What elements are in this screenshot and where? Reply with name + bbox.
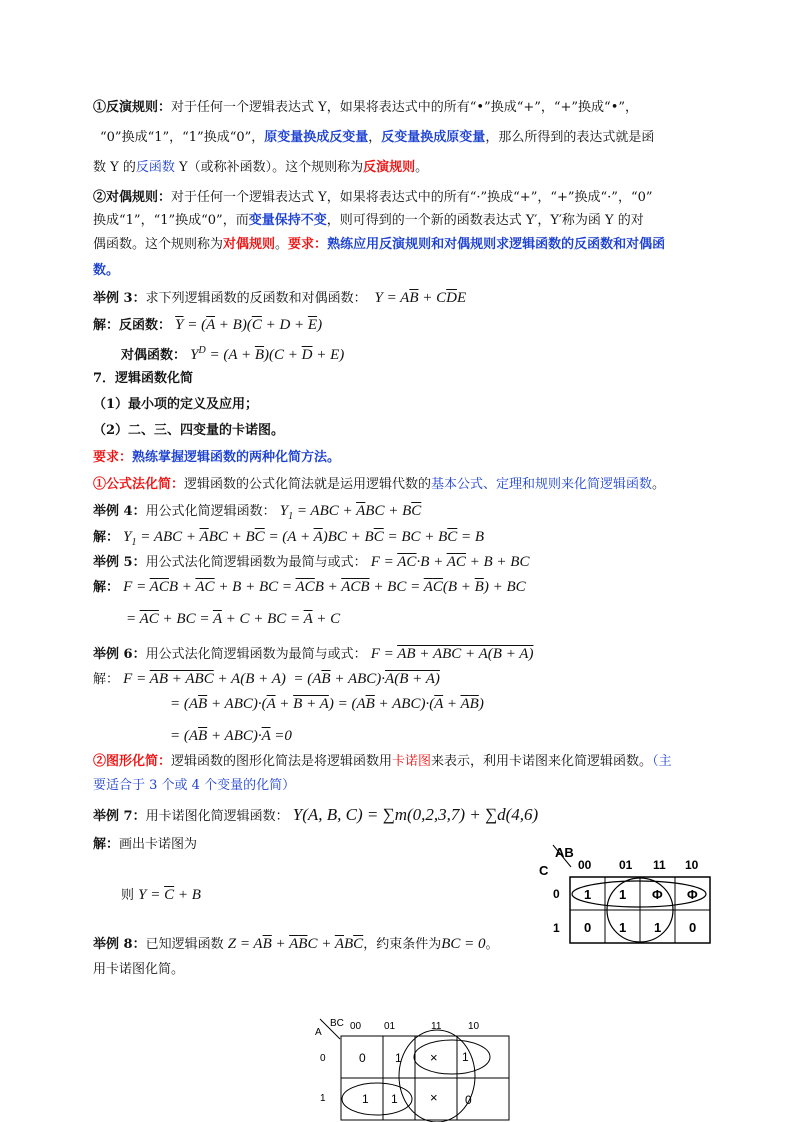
method-2-paren: （主 bbox=[652, 754, 672, 769]
ex8-line bbox=[93, 935, 499, 954]
kmap-2-col-3: 10 bbox=[468, 1021, 480, 1032]
kmap-1-col-0: 00 bbox=[578, 858, 592, 872]
ex5-text: 用公式法化简逻辑函数为最简与或式： bbox=[145, 555, 367, 570]
p2-line-2 bbox=[93, 212, 644, 230]
p1-text-3: ，那么所得到的表达式就是函 bbox=[485, 130, 655, 145]
p1-line-3 bbox=[93, 159, 428, 177]
method-1-line bbox=[93, 476, 665, 494]
kmap-1 bbox=[535, 843, 715, 948]
ex4-formula: $Y_1$ = ABC + $\overline{A}BC + B\overline{C}$ bbox=[279, 503, 422, 522]
section-7-title: 7．逻辑函数化简 bbox=[93, 371, 194, 386]
ex6-line bbox=[93, 645, 533, 664]
p1-label: ①反演规则： bbox=[93, 100, 172, 115]
ex6-solution-label: 解： bbox=[93, 672, 120, 687]
p2-requirement-tail: 数。 bbox=[93, 263, 120, 278]
ex4-solution-formula: $Y_1$ = ABC + $\overline{A}BC + B\overline{C} = (A + \overline{A})BC + B\overline{C}$ = BC + $B\overline{C} = B$ bbox=[123, 529, 485, 548]
method-2-label: ②图形化简： bbox=[93, 754, 172, 769]
kmap-2-row-var: A bbox=[315, 1027, 322, 1038]
p1-line-1 bbox=[93, 99, 638, 117]
p2-line-4 bbox=[93, 262, 119, 280]
ex5-formula: F = AC·B + AC + B + BC bbox=[370, 554, 530, 570]
kmap-2 bbox=[312, 1015, 512, 1122]
p1-highlight-4: 反演规则 bbox=[363, 160, 416, 175]
kmap-1-loop-row bbox=[572, 881, 706, 907]
p2-label: ②对偶规则： bbox=[93, 190, 172, 205]
ex6-solution-3 bbox=[170, 727, 292, 746]
ex5-solution bbox=[93, 578, 526, 597]
ex4-solution bbox=[93, 528, 484, 552]
ex7-line bbox=[93, 806, 538, 826]
kmap-2-cell-1-0: 1 bbox=[362, 1092, 369, 1106]
ex5-line bbox=[93, 553, 529, 572]
p1-text-5: Y（或称补函数）。这个规则称为 bbox=[174, 160, 364, 175]
kmap-2-col-0: 00 bbox=[350, 1021, 362, 1032]
method-2-line-1 bbox=[93, 753, 672, 771]
kmap-1-col-3: 10 bbox=[685, 858, 699, 872]
ex3-dual-formula: $Y^D = (A + \overline{B})(C + \overline{D} + E)$ bbox=[190, 345, 345, 363]
ex6-text: 用公式法化简逻辑函数为最简与或式： bbox=[145, 647, 367, 662]
ex7-label: 举例 7： bbox=[93, 809, 146, 824]
ex4-solution-label: 解： bbox=[93, 530, 120, 545]
kmap-2-cell-0-0: 0 bbox=[359, 1051, 366, 1065]
method-1-label: ①公式法化简： bbox=[93, 477, 185, 492]
kmap-2-loop-middle bbox=[399, 1030, 475, 1122]
ex8-text-b: ，约束条件为 bbox=[363, 937, 442, 952]
method-1-highlight: 基本公式、定理和规则来化简逻辑函数 bbox=[431, 477, 653, 492]
ex6-label: 举例 6： bbox=[93, 647, 146, 662]
ex7-solution-text: 画出卡诺图为 bbox=[119, 837, 198, 852]
ex7-formula: Y(A, B, C) = ∑m(0,2,3,7) + ∑d(4,6) bbox=[292, 805, 539, 824]
p2-text-1: 对于任何一个逻辑表达式 Y，如果将表达式中的所有“·”换成“+”，“+”换成“·”，“0” bbox=[171, 190, 653, 205]
kmap-2-col-var: BC bbox=[330, 1018, 344, 1029]
ex3-inverse-formula: $\overline{Y} = (\overline{A} + B)(\overline{C} + D + \overline{E})$ bbox=[175, 317, 323, 333]
kmap-1-row-var: C bbox=[539, 863, 549, 878]
p1-highlight-2: 反变量换成原变量 bbox=[381, 130, 486, 145]
kmap-2-row-0: 0 bbox=[320, 1053, 326, 1064]
p2-text-3: ，则可得到的一个新的函数表达式 Y′，Y′称为函 Y 的对 bbox=[326, 213, 644, 228]
kmap-1-cell-0-3: Φ bbox=[687, 887, 698, 902]
method-1-text: 逻辑函数的公式化简法就是运用逻辑代数的 bbox=[184, 477, 432, 492]
kmap-2-cell-0-2: × bbox=[430, 1050, 438, 1065]
kmap-1-cell-1-1: 1 bbox=[619, 920, 627, 935]
ex6-solution-formula-3: = $(A\overline{B} + ABC)\cdot\overline{A} =0$ bbox=[170, 728, 292, 744]
p2-line-3 bbox=[93, 236, 665, 254]
ex8-constraint: BC = 0 bbox=[441, 936, 486, 952]
ex8-label: 举例 8： bbox=[93, 937, 146, 952]
ex7-solution-label: 解： bbox=[93, 837, 120, 852]
ex6-formula: F = AB + ABC + A(B + A) bbox=[370, 646, 534, 662]
method-1-end: 。 bbox=[652, 477, 666, 492]
ex3-line bbox=[93, 289, 466, 308]
ex3-dual-line bbox=[121, 342, 344, 365]
kmap-1-col-1: 01 bbox=[619, 858, 633, 872]
p1-highlight-3: 反函数 bbox=[135, 160, 175, 175]
p2-line-1 bbox=[93, 189, 653, 207]
kmap-2-cell-1-2: × bbox=[430, 1090, 438, 1105]
ex3-text: 求下列逻辑函数的反函数和对偶函数： bbox=[145, 291, 367, 306]
ex3-solution-label: 解：反函数： bbox=[93, 318, 172, 333]
ex6-solution-formula-2: = $(A\overline{B} + ABC)\cdot(\overline{A} + B + A) = (A\overline{B} + ABC)\cdot(\overline{A} + \overline{A}\overline{B})$ bbox=[170, 696, 484, 712]
ex4-line bbox=[93, 502, 421, 526]
method-2-line-2 bbox=[93, 777, 295, 795]
ex6-solution bbox=[93, 670, 440, 689]
ex4-text: 用公式化简逻辑函数： bbox=[145, 504, 276, 519]
p2-text-2: 换成“1”，“1”换成“0”，而 bbox=[93, 213, 249, 228]
ex8-text-a: 已知逻辑函数 bbox=[145, 937, 224, 952]
ex8-formula: $Z = A\overline{B} + \overline{A}\overline{B}C + \overline{A}B\overline{C}$ bbox=[227, 936, 364, 952]
kmap-2-loop-bottom bbox=[342, 1083, 412, 1115]
kmap-1-row-0: 0 bbox=[553, 887, 560, 901]
ex7-solution bbox=[93, 836, 197, 854]
kmap-1-row-1: 1 bbox=[553, 921, 560, 935]
p2-requirement-label: 要求： bbox=[288, 237, 328, 252]
ex6-solution-2 bbox=[170, 695, 484, 714]
p2-text-5: 。 bbox=[275, 237, 289, 252]
ex5-solution-formula-1: F = ACB + AC + B + BC = ACB + $AC\overline{B}$ + BC = $AC(B + \overline{B})$ + BC bbox=[123, 579, 526, 595]
kmap-1-col-2: 11 bbox=[653, 858, 666, 872]
ex5-solution-formula-2: = AC + BC = $\overline{A} + C$ + BC = $\overline{A} + C$ bbox=[126, 611, 341, 627]
kmap-1-cell-0-0: 1 bbox=[584, 887, 592, 902]
section-7-requirement bbox=[93, 449, 340, 467]
p2-highlight-2: 对偶规则 bbox=[223, 237, 276, 252]
p1-sep: ， bbox=[368, 130, 382, 145]
kmap-2-col-1: 01 bbox=[384, 1021, 396, 1032]
kmap-2-row-1: 1 bbox=[320, 1093, 326, 1104]
kmap-2-cell-0-3: 1 bbox=[462, 1050, 469, 1064]
ex3-formula: $Y = A\overline{B} + C\overline{D}E$ bbox=[370, 290, 467, 306]
section-7-item-1: （1）最小项的定义及应用； bbox=[93, 397, 259, 412]
method-2-text-a: 逻辑函数的图形化简法是将逻辑函数用 bbox=[171, 754, 393, 769]
kmap-1-cell-0-1: 1 bbox=[619, 887, 627, 902]
ex6-solution-formula-1: F = AB + ABC + $A(B + A) = (A\overline{B} + ABC)\cdot A(B + A)$ bbox=[123, 671, 440, 687]
p2-highlight-1: 变量保持不变 bbox=[248, 213, 327, 228]
kmap-2-loop-top bbox=[414, 1040, 490, 1074]
ex7-result-formula: $Y = \overline{C} + B$ bbox=[138, 887, 201, 903]
method-2-text-b: 来表示，利用卡诺图来化简逻辑函数。 bbox=[431, 754, 653, 769]
ex7-then-label: 则 bbox=[121, 888, 135, 903]
p1-line-2 bbox=[100, 129, 654, 147]
kmap-2-cell-1-1: 1 bbox=[391, 1092, 398, 1106]
kmap-1-cell-1-0: 0 bbox=[584, 920, 592, 935]
p1-text-4: 数 Y 的 bbox=[93, 160, 136, 175]
section-7-req-text: 熟练掌握逻辑函数的两种化简方法。 bbox=[132, 450, 341, 465]
kmap-1-cell-1-2: 1 bbox=[654, 920, 662, 935]
kmap-2-cell-0-1: 1 bbox=[395, 1051, 402, 1065]
ex8-text-c: 。 bbox=[485, 937, 499, 952]
section-7-req-label: 要求： bbox=[93, 450, 133, 465]
ex8-line-2: 用卡诺图化简。 bbox=[93, 962, 185, 977]
ex5-label: 举例 5： bbox=[93, 555, 146, 570]
kmap-1-cell-0-2: Φ bbox=[652, 887, 663, 902]
p1-text-6: 。 bbox=[415, 160, 429, 175]
p2-requirement-text: 熟练应用反演规则和对偶规则求逻辑函数的反函数和对偶函 bbox=[327, 237, 666, 252]
method-2-highlight: 卡诺图 bbox=[392, 754, 432, 769]
ex7-text: 用卡诺图化简逻辑函数： bbox=[145, 809, 289, 824]
kmap-2-col-2: 11 bbox=[431, 1021, 442, 1032]
ex3-dual-label: 对偶函数： bbox=[121, 348, 187, 363]
ex5-solution-2 bbox=[126, 610, 340, 629]
p1-highlight-1: 原变量换成反变量 bbox=[264, 130, 369, 145]
ex3-label: 举例 3： bbox=[93, 291, 146, 306]
ex3-solution-line bbox=[93, 316, 322, 335]
p1-text-2: “0”换成“1”，“1”换成“0”， bbox=[100, 130, 265, 145]
ex4-label: 举例 4： bbox=[93, 504, 146, 519]
ex5-solution-label: 解： bbox=[93, 580, 120, 595]
p2-text-4: 偶函数。这个规则称为 bbox=[93, 237, 224, 252]
p1-text-1: 对于任何一个逻辑表达式 Y，如果将表达式中的所有“•”换成“+”，“+”换成“•”， bbox=[171, 100, 639, 115]
kmap-1-col-var: AB bbox=[555, 845, 574, 860]
method-2-line-2-text: 要适合于 3 个或 4 个变量的化简） bbox=[93, 778, 296, 793]
kmap-1-cell-1-3: 0 bbox=[689, 920, 697, 935]
kmap-2-cell-1-3: 0 bbox=[465, 1093, 472, 1107]
section-7-item-2: （2）二、三、四变量的卡诺图。 bbox=[93, 423, 285, 438]
ex7-result bbox=[121, 886, 201, 905]
